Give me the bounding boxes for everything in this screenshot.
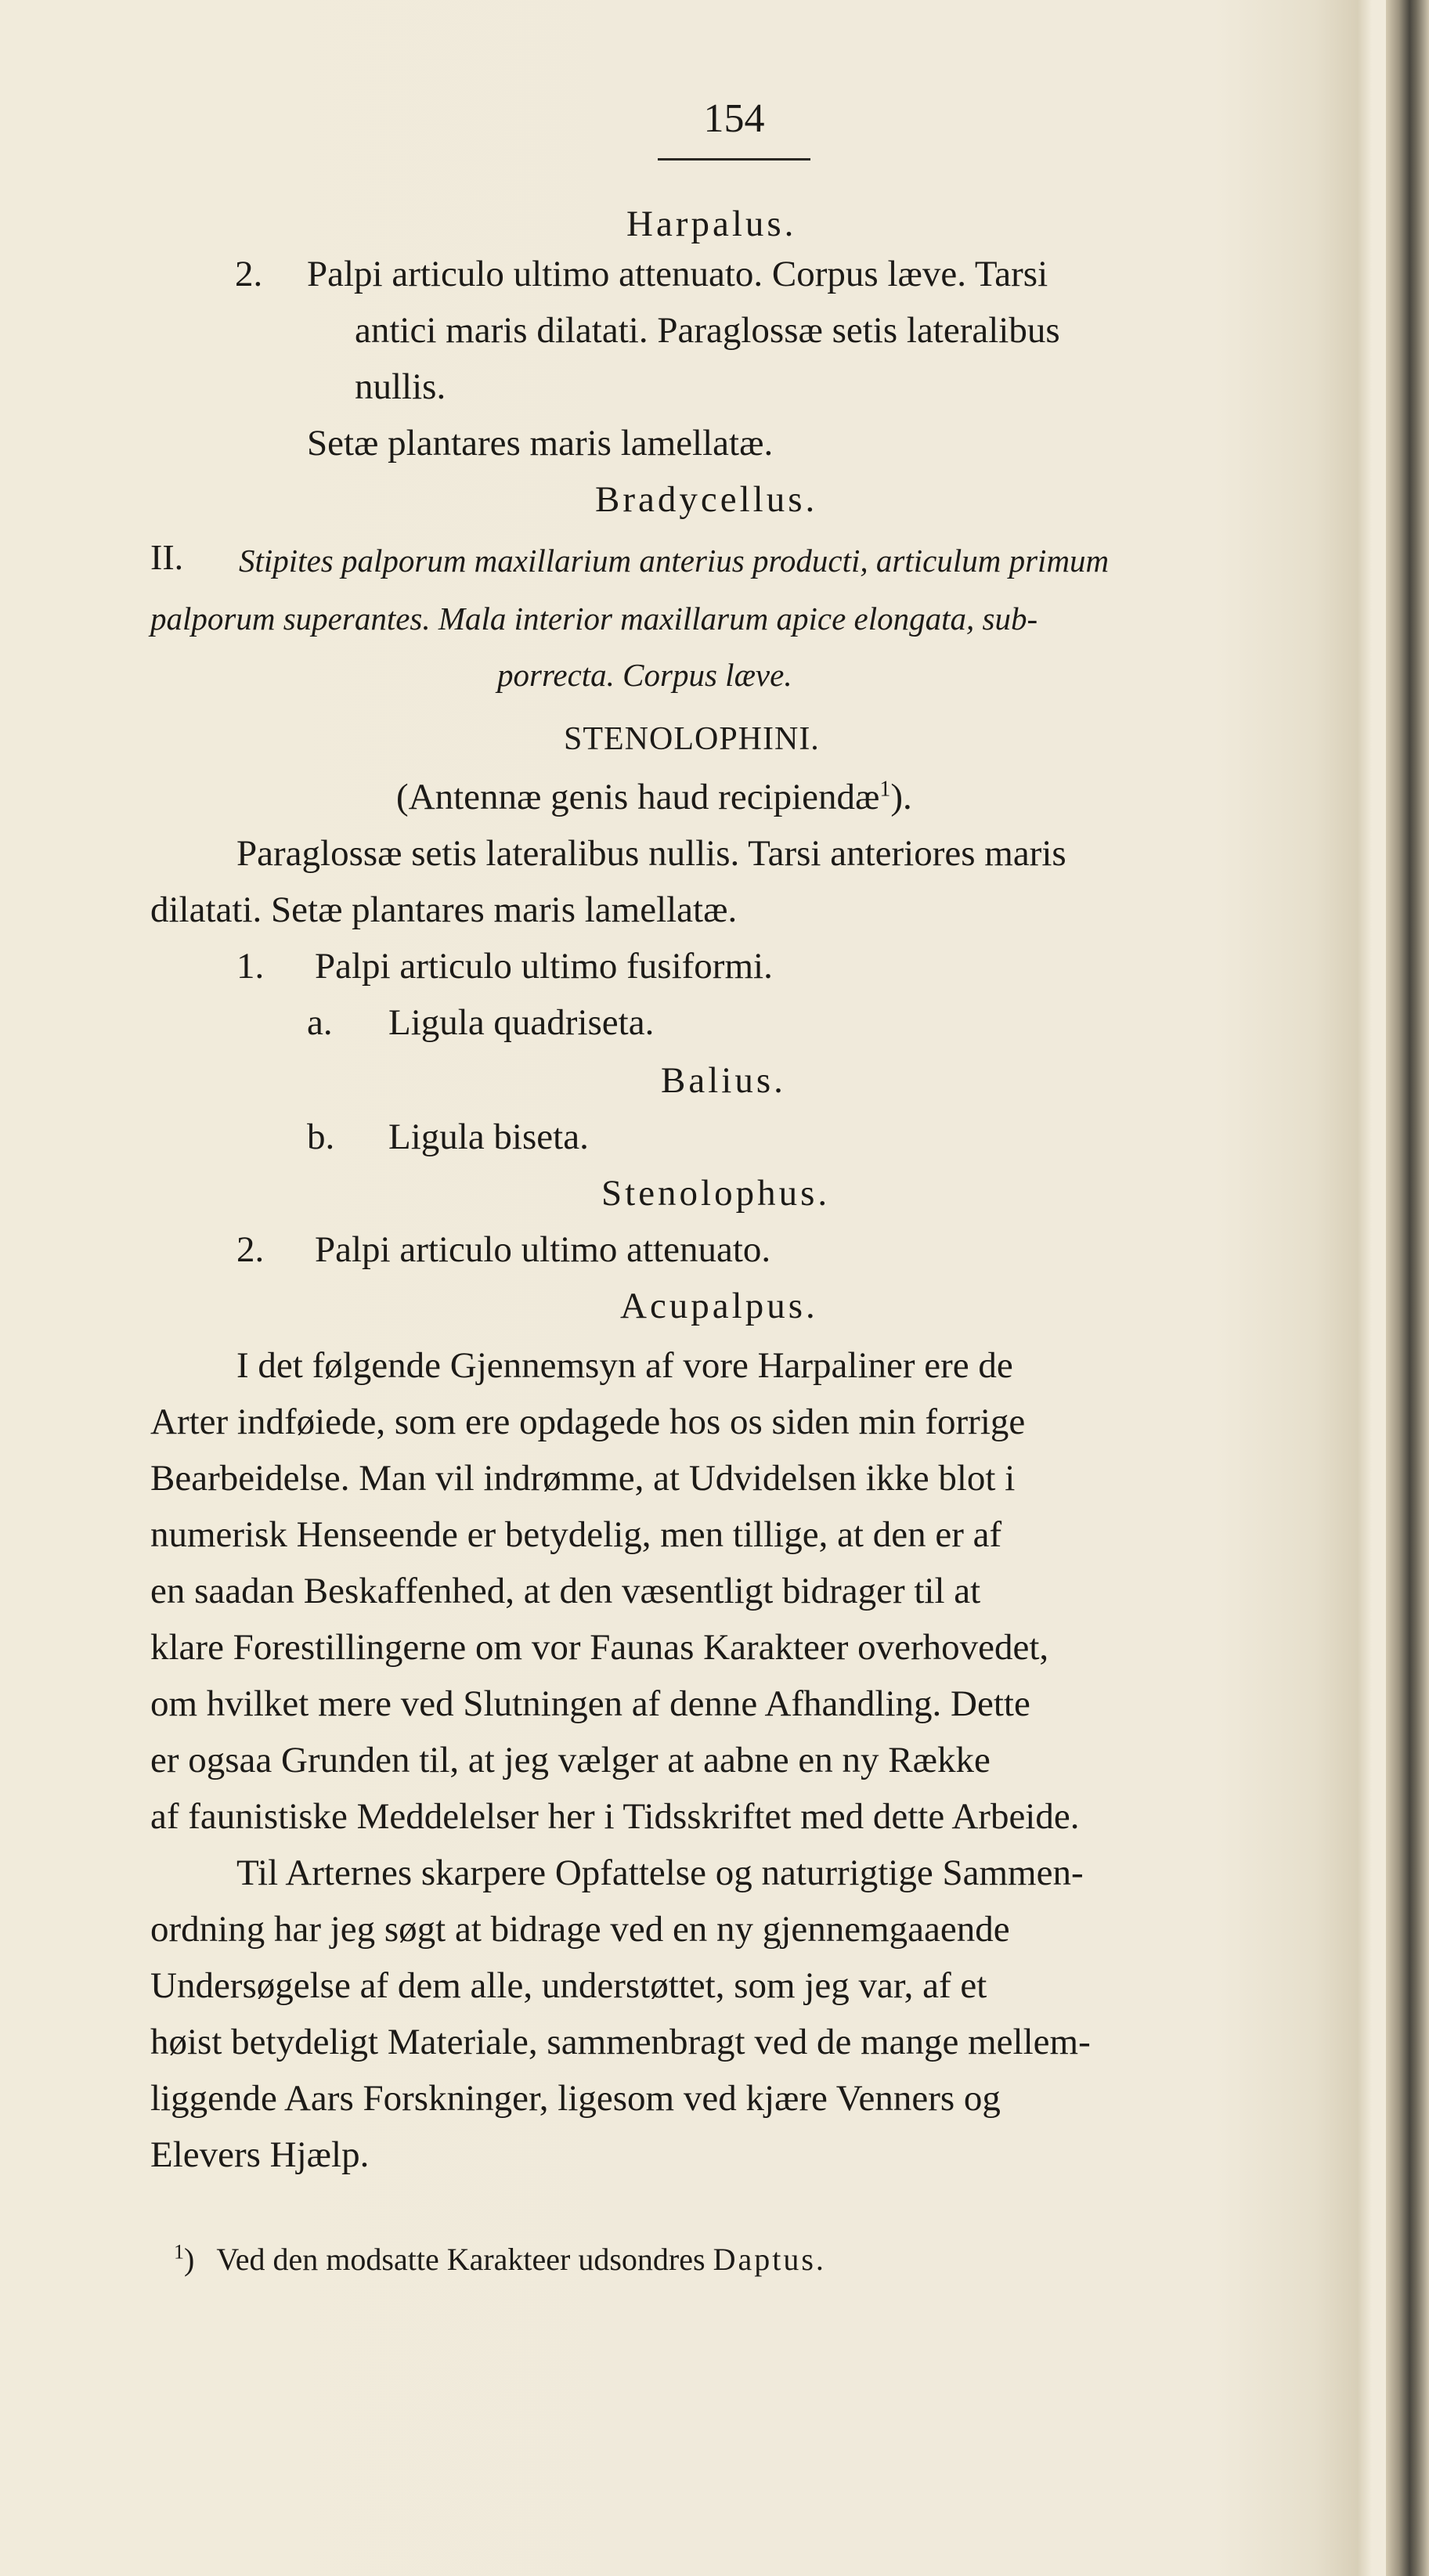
key-text-italic: Stipites palporum maxillarium anterius producti, articulum primum [239,543,1110,579]
body-line: høist betydeligt Materiale, sammenbragt ved de mange mellem- [150,2022,1091,2062]
body-line: klare Forestillingerne om vor Faunas Karakteer overhovedet, [150,1627,1049,1668]
body-line: Elevers Hjælp. [150,2134,370,2175]
key-text: Paraglossæ setis lateralibus nullis. Tarsi anteriores maris [236,833,1066,874]
tribe-note-text: (Antennæ genis haud recipiendæ [396,777,880,817]
body-line: I det følgende Gjennemsyn af vore Harpaliner ere de [236,1345,1013,1386]
body-line: om hvilket mere ved Slutningen af denne Afhandling. Dette [150,1683,1030,1724]
tribe-note-end: ). [890,777,912,817]
key-letter: a. [307,1002,333,1043]
genus-harpalus: Harpalus. [626,204,797,244]
footnote-mark: 1 [174,2240,184,2264]
key-text: Palpi articulo ultimo fusiformi. [315,946,773,987]
footnote [174,2241,826,2278]
body-line: liggende Aars Forskninger, ligesom ved kjære Venners og [150,2078,1001,2119]
page-number: 154 [703,96,765,141]
key-text-italic: palporum superantes. Mala interior maxillarum apice elongata, sub- [150,601,1038,637]
key-text: Palpi articulo ultimo attenuato. [315,1229,771,1270]
key-text: nullis. [355,366,446,407]
body-line: en saadan Beskaffenhed, at den væsentligt bidrager til at [150,1571,981,1611]
key-text: antici maris dilatati. Paraglossæ setis lateralibus [355,310,1060,351]
body-line: numerisk Henseende er betydelig, men tillige, at den er af [150,1514,1002,1555]
key-number: 2. [235,254,263,294]
body-line: ordning har jeg søgt at bidrage ved en ny gjennemgaaende [150,1909,1010,1950]
genus-stenolophus: Stenolophus. [601,1173,831,1214]
key-text: dilatati. Setæ plantares maris lamellatæ. [150,889,738,930]
page-number-rule [658,158,810,161]
tribe-heading: STENOLOPHINI. [564,721,820,757]
key-text: Ligula biseta. [388,1117,589,1157]
body-line: Til Arternes skarpere Opfattelse og naturrigtige Sammen- [236,1853,1084,1893]
tribe-note [396,775,912,819]
key-number: 2. [236,1229,265,1270]
body-line: Undersøgelse af dem alle, understøttet, som jeg var, af et [150,1965,987,2006]
genus-balius: Balius. [661,1060,786,1101]
book-spine-edge [1386,0,1429,2576]
key-text: Ligula quadriseta. [388,1002,655,1043]
body-line: Arter indføiede, som ere opdagede hos os siden min forrige [150,1402,1026,1442]
footnote-reference: 1 [879,777,891,802]
key-number: 1. [236,946,265,987]
footnote-genus: Daptus. [713,2242,826,2277]
footnote-text: Ved den modsatte Karakteer udsondres [216,2242,705,2277]
genus-acupalpus: Acupalpus. [620,1286,818,1326]
key-text: Palpi articulo ultimo attenuato. Corpus læve. Tarsi [307,254,1048,294]
genus-bradycellus: Bradycellus. [595,479,818,520]
key-letter: b. [307,1117,335,1157]
body-line: Bearbeidelse. Man vil indrømme, at Udvidelsen ikke blot i [150,1458,1016,1499]
key-text: Setæ plantares maris lamellatæ. [307,423,774,464]
key-text-italic: porrecta. Corpus læve. [497,657,792,693]
body-line: er ogsaa Grunden til, at jeg vælger at aabne en ny Række [150,1740,991,1780]
key-number: II. [150,537,184,577]
body-line: af faunistiske Meddelelser her i Tidsskriftet med dette Arbeide. [150,1796,1080,1837]
footnote-paren: ) [184,2242,195,2277]
